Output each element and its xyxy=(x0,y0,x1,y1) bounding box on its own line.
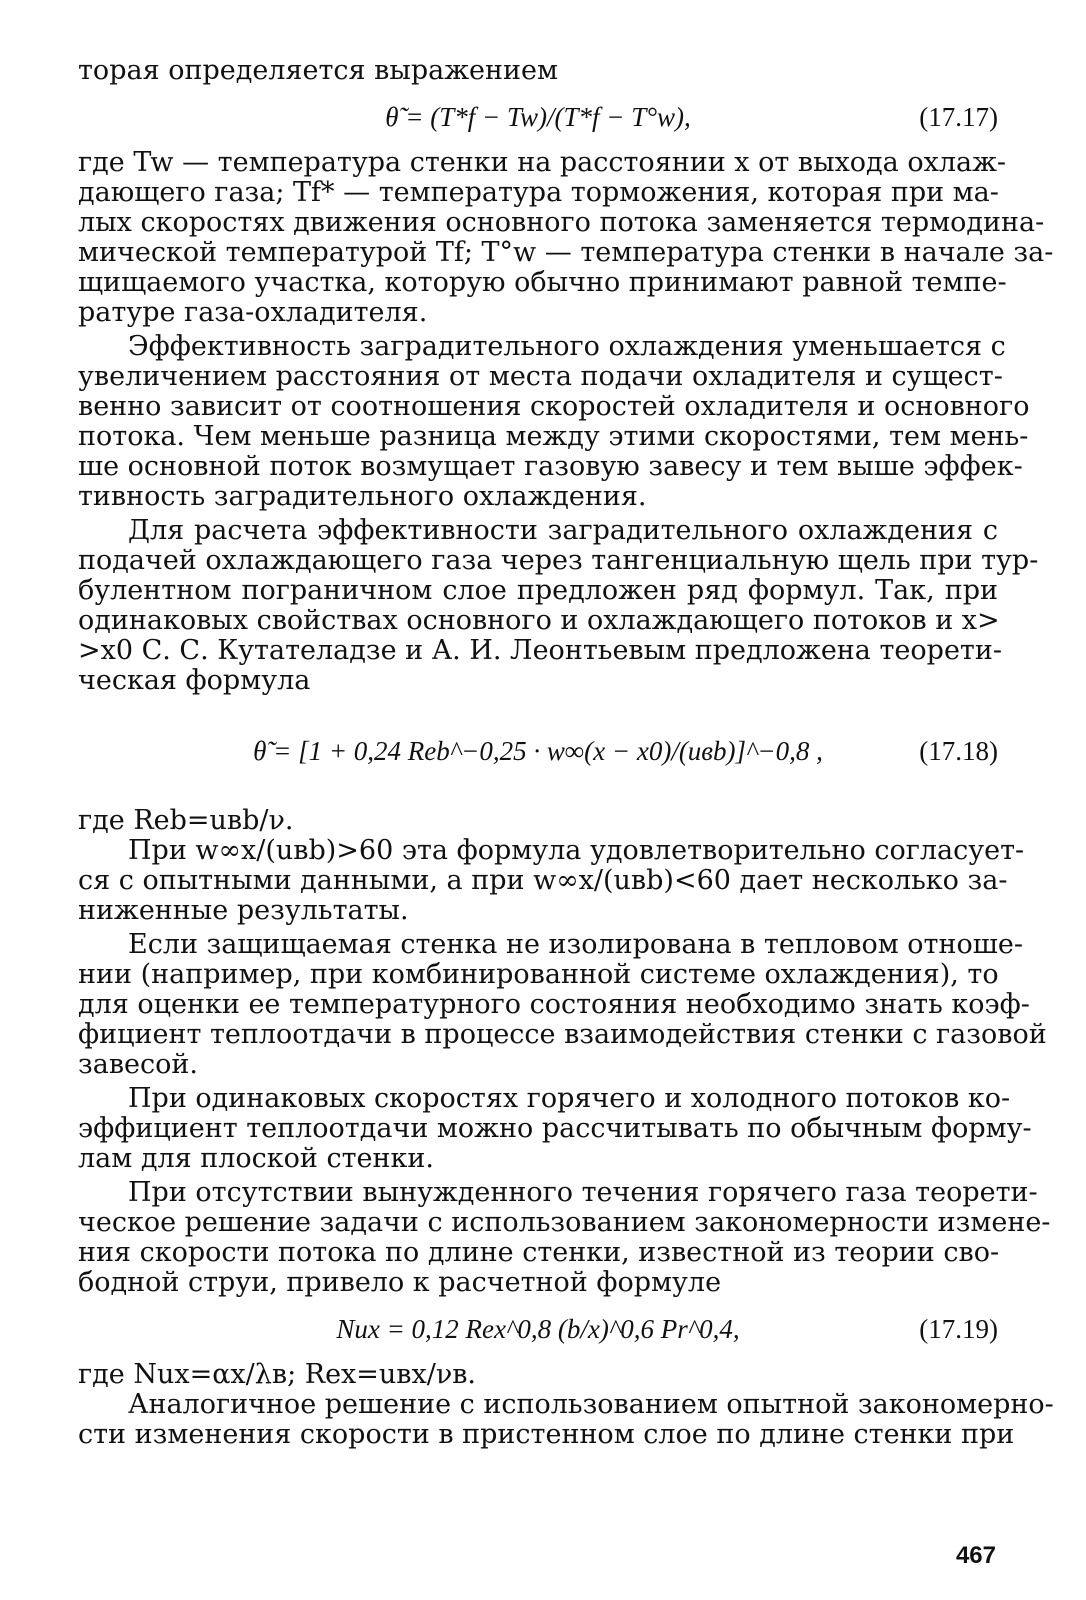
text-line: булентном пограничном слое предложен ряд формул. Так, при xyxy=(78,575,998,606)
text-line: фициент теплоотдачи в процессе взаимодействия стенки с газовой xyxy=(78,1019,1047,1050)
text-line: где Reb=uвb/ν. xyxy=(78,805,294,836)
equation-number: (17.19) xyxy=(919,1314,998,1344)
text-line: потока. Чем меньше разница между этими скоростями, тем мень- xyxy=(78,421,1029,452)
text-line: мической температурой Tf; T°w — температура стенки в начале за- xyxy=(78,237,1054,268)
page-number: 467 xyxy=(955,1542,996,1569)
text-line: >x0 С. С. Кутателадзе и А. И. Леонтьевым предложена теорети- xyxy=(78,635,1002,666)
text-line: При отсутствии вынужденного течения горячего газа теорети- xyxy=(128,1177,1038,1208)
text-line: ния скорости потока по длине стенки, известной из теории сво- xyxy=(78,1237,1000,1268)
text-line: эффициент теплоотдачи можно рассчитывать по обычным форму- xyxy=(78,1113,1032,1144)
text-line: где Tw — температура стенки на расстоянии x от выхода охлаж- xyxy=(78,147,1007,178)
text-line: завесой. xyxy=(78,1049,198,1080)
text-line: торая определяется выражением xyxy=(78,55,559,86)
text-line: Аналогичное решение с использованием опытной закономерно- xyxy=(128,1389,1054,1420)
equation-number: (17.17) xyxy=(919,102,998,132)
text-line: для оценки ее температурного состояния необходимо знать коэф- xyxy=(78,989,1030,1020)
text-line: тивность заградительного охлаждения. xyxy=(78,481,647,512)
text-line: сти изменения скорости в пристенном слое по длине стенки при xyxy=(78,1419,1015,1450)
text-line: где Nux=αx/λв; Rex=uвx/νв. xyxy=(78,1359,477,1390)
equation-17-19 xyxy=(78,1304,998,1354)
text-line: При w∞x/(uвb)>60 эта формула удовлетворительно согласует- xyxy=(128,835,1025,866)
equation-expression: θ̃ = (T*f − Tw)/(T*f − T°w), xyxy=(385,102,691,132)
text-line: ратуре газа-охладителя. xyxy=(78,297,428,328)
equation-expression: Nux = 0,12 Rex^0,8 (b/x)^0,6 Pr^0,4, xyxy=(336,1314,740,1344)
text-line: лам для плоской стенки. xyxy=(78,1143,434,1174)
text-line: ше основной поток возмущает газовую завесу и тем выше эффек- xyxy=(78,451,1023,482)
text-line: Для расчета эффективности заградительного охлаждения с xyxy=(128,515,998,546)
text-line: венно зависит от соотношения скоростей охладителя и основного xyxy=(78,391,1030,422)
text-line: нии (например, при комбинированной системе охлаждения), то xyxy=(78,959,999,990)
equation-expression: θ̃ = [1 + 0,24 Reb^−0,25 · w∞(x − x0)/(uвb)]^−0,8 , xyxy=(253,736,823,766)
text-line: лых скоростях движения основного потока заменяется термодина- xyxy=(78,207,1045,238)
text-line: одинаковых свойствах основного и охлаждающего потоков и x> xyxy=(78,605,1000,636)
text-line: ческое решение задачи с использованием закономерности измене- xyxy=(78,1207,1051,1238)
equation-17-17 xyxy=(78,92,998,142)
equation-number: (17.18) xyxy=(919,736,998,766)
text-line: щищаемого участка, которую обычно принимают равной темпе- xyxy=(78,267,1007,298)
text-line: увеличением расстояния от места подачи охладителя и сущест- xyxy=(78,361,1003,392)
text-line: Эффективность заградительного охлаждения уменьшается с xyxy=(128,331,1006,362)
equation-17-18 xyxy=(78,710,998,792)
text-line: Если защищаемая стенка не изолирована в тепловом отноше- xyxy=(128,929,1023,960)
text-line: При одинаковых скоростях горячего и холодного потоков ко- xyxy=(128,1083,1011,1114)
text-line: ся с опытными данными, а при w∞x/(uвb)<60 дает несколько за- xyxy=(78,865,1008,896)
text-line: ниженные результаты. xyxy=(78,895,409,926)
text-line: дающего газа; Tf* — температура торможения, которая при ма- xyxy=(78,177,999,208)
text-line: ческая формула xyxy=(78,665,311,696)
text-line: подачей охлаждающего газа через тангенциальную щель при тур- xyxy=(78,545,1039,576)
text-line: бодной струи, привело к расчетной формуле xyxy=(78,1267,722,1298)
